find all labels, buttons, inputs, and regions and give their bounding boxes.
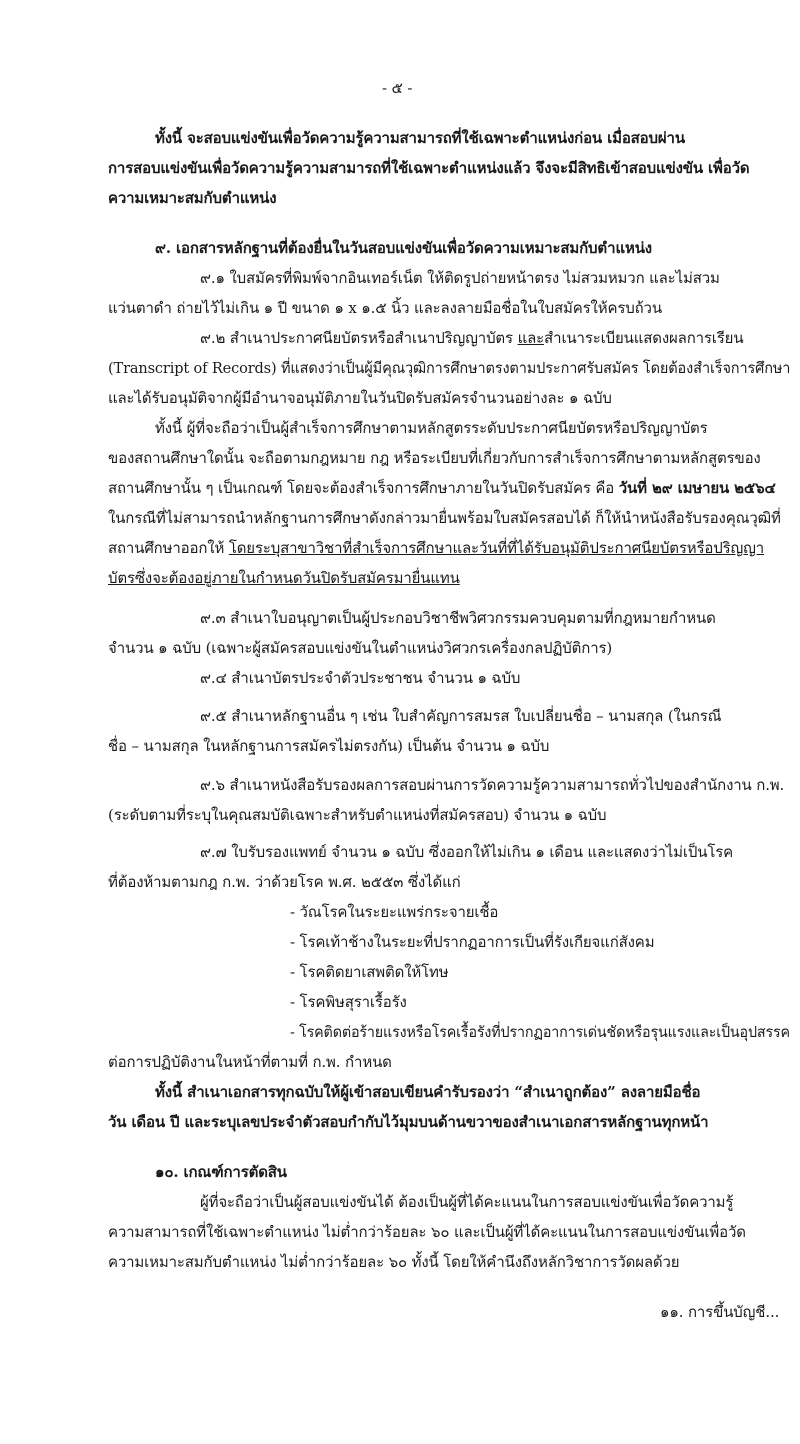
- disease-item: - วัณโรคในระยะแพร่กระจายเชื้อ: [290, 903, 499, 921]
- note-underlined: โดยระบุสาขาวิชาที่สำเร็จการศึกษาและวันที่ที่ได้รับอนุมัติประกาศนียบัตรหรือปริญญา: [228, 539, 765, 557]
- item-9-2-text: สำเนาระเบียนแสดงผลการเรียน: [544, 329, 744, 347]
- intro-line: ทั้งนี้ จะสอบแข่งขันเพื่อวัดความรู้ความสามารถที่ใช้เฉพาะตำแหน่งก่อน เมื่อสอบผ่าน: [155, 129, 685, 147]
- certification-note: ทั้งนี้ สำเนาเอกสารทุกฉบับให้ผู้เข้าสอบเขียนคำรับรองว่า “สำเนาถูกต้อง” ลงลายมือชื่อ: [155, 1083, 701, 1101]
- intro-line: ความเหมาะสมกับตำแหน่ง: [108, 189, 277, 207]
- section-10-heading: ๑๐. เกณฑ์การตัดสิน: [155, 1163, 287, 1181]
- item-9-5-cont: ชื่อ – นามสกุล ในหลักฐานการสมัครไม่ตรงกัน) เป็นต้น จำนวน ๑ ฉบับ: [108, 737, 550, 755]
- disease-item-cont: ต่อการปฏิบัติงานในหน้าที่ตามที่ ก.พ. กำหนด: [108, 1053, 392, 1071]
- item-9-1-cont: แว่นตาดำ ถ่ายไว้ไม่เกิน ๑ ปี ขนาด ๑ x ๑.๕ นิ้ว และลงลายมือชื่อในใบสมัครให้ครบถ้วน: [108, 299, 662, 317]
- item-9-2-text: ๙.๒ สำเนาประกาศนียบัตรหรือสำเนาปริญญาบัตร: [200, 329, 518, 347]
- note-text: สถานศึกษาออกให้: [108, 539, 229, 557]
- continuation-marker: ๑๑. การขึ้นบัญชี...: [660, 1303, 780, 1321]
- item-9-2-and: และ: [517, 329, 545, 347]
- item-9-5: ๙.๕ สำเนาหลักฐานอื่น ๆ เช่น ใบสำคัญการสมรส ใบเปลี่ยนชื่อ – นามสกุล (ในกรณี: [200, 707, 722, 725]
- note-line: [108, 478, 776, 498]
- section-9-heading: ๙. เอกสารหลักฐานที่ต้องยื่นในวันสอบแข่งขันเพื่อวัดความเหมาะสมกับตำแหน่ง: [155, 239, 652, 257]
- note-underlined: บัตรซึ่งจะต้องอยู่ภายในกำหนดวันปิดรับสมัครมายื่นแทน: [108, 569, 460, 587]
- item-9-6: ๙.๖ สำเนาหนังสือรับรองผลการสอบผ่านการวัดความรู้ความสามารถทั่วไปของสำนักงาน ก.พ.: [200, 776, 785, 794]
- item-9-6-cont: (ระดับตามที่ระบุในคุณสมบัติเฉพาะสำหรับตำแหน่งที่สมัครสอบ) จำนวน ๑ ฉบับ: [108, 806, 607, 824]
- note-line: ทั้งนี้ ผู้ที่จะถือว่าเป็นผู้สำเร็จการศึกษาตามหลักสูตรระดับประกาศนียบัตรหรือปริญญาบัตร: [155, 419, 708, 437]
- item-9-3: ๙.๓ สำเนาใบอนุญาตเป็นผู้ประกอบวิชาชีพวิศวกรรมควบคุมตามที่กฎหมายกำหนด: [200, 609, 716, 627]
- note-line: ของสถานศึกษาใดนั้น จะถือตามกฎหมาย กฎ หรือระเบียบที่เกี่ยวกับการสำเร็จการศึกษาตามหลักสูตรของ: [108, 449, 761, 467]
- page-number: - ๕ -: [382, 79, 413, 97]
- item-9-4: ๙.๔ สำเนาบัตรประจำตัวประชาชน จำนวน ๑ ฉบับ: [200, 669, 521, 687]
- item-9-2-cont: (Transcript of Records) ที่แสดงว่าเป็นผู้มีคุณวุฒิการศึกษาตรงตามประกาศรับสมัคร โดยต้องสำเร็จการศึกษา: [108, 359, 791, 377]
- note-text: สถานศึกษานั้น ๆ เป็นเกณฑ์ โดยจะต้องสำเร็จการศึกษาภายในวันปิดรับสมัคร คือ: [108, 479, 619, 497]
- intro-line: การสอบแข่งขันเพื่อวัดความรู้ความสามารถที่ใช้เฉพาะตำแหน่งแล้ว จึงจะมีสิทธิเข้าสอบแข่งขัน เพื่อวัด: [108, 159, 750, 177]
- item-9-7: ๙.๗ ใบรับรองแพทย์ จำนวน ๑ ฉบับ ซึ่งออกให้ไม่เกิน ๑ เดือน และแสดงว่าไม่เป็นโรค: [200, 843, 734, 861]
- item-9-2: [200, 328, 743, 348]
- item-9-7-cont: ที่ต้องห้ามตามกฎ ก.พ. ว่าด้วยโรค พ.ศ. ๒๕๕๓ ซึ่งได้แก่: [108, 873, 461, 891]
- criteria-line: ความเหมาะสมกับตำแหน่ง ไม่ต่ำกว่าร้อยละ ๖๐ ทั้งนี้ โดยให้คำนึงถึงหลักวิชาการวัดผลด้วย: [108, 1253, 680, 1271]
- item-9-3-cont: จำนวน ๑ ฉบับ (เฉพาะผู้สมัครสอบแข่งขันในตำแหน่งวิศวกรเครื่องกลปฏิบัติการ): [108, 639, 613, 657]
- criteria-line: ผู้ที่จะถือว่าเป็นผู้สอบแข่งขันได้ ต้องเป็นผู้ที่ได้คะแนนในการสอบแข่งขันเพื่อวัดความรู้: [200, 1193, 734, 1211]
- item-9-2-cont: และได้รับอนุมัติจากผู้มีอำนาจอนุมัติภายในวันปิดรับสมัครจำนวนอย่างละ ๑ ฉบับ: [108, 389, 612, 407]
- note-line: [108, 538, 764, 558]
- disease-item: - โรคติดยาเสพติดให้โทษ: [290, 963, 449, 981]
- criteria-line: ความสามารถที่ใช้เฉพาะตำแหน่ง ไม่ต่ำกว่าร้อยละ ๖๐ และเป็นผู้ที่ได้คะแนนในการสอบแข่งขันเพื่อวัด: [108, 1223, 746, 1241]
- closing-date: วันที่ ๒๙ เมษายน ๒๕๖๔: [618, 479, 776, 497]
- certification-note: วัน เดือน ปี และระบุเลขประจำตัวสอบกำกับไว้มุมบนด้านขวาของสำเนาเอกสารหลักฐานทุกหน้า: [108, 1113, 709, 1131]
- disease-item: - โรคพิษสุราเรื้อรัง: [290, 993, 407, 1011]
- note-line: ในกรณีที่ไม่สามารถนำหลักฐานการศึกษาดังกล่าวมายื่นพร้อมใบสมัครสอบได้ ก็ให้นำหนังสือรับรองคุณวุฒิที่: [108, 509, 781, 527]
- disease-item: - โรคติดต่อร้ายแรงหรือโรคเรื้อรังที่ปรากฏอาการเด่นชัดหรือรุนแรงและเป็นอุปสรรค: [290, 1023, 790, 1041]
- item-9-1: ๙.๑ ใบสมัครที่พิมพ์จากอินเทอร์เน็ต ให้ติดรูปถ่ายหน้าตรง ไม่สวมหมวก และไม่สวม: [200, 269, 720, 287]
- disease-item: - โรคเท้าช้างในระยะที่ปรากฏอาการเป็นที่รังเกียจแก่สังคม: [290, 933, 655, 951]
